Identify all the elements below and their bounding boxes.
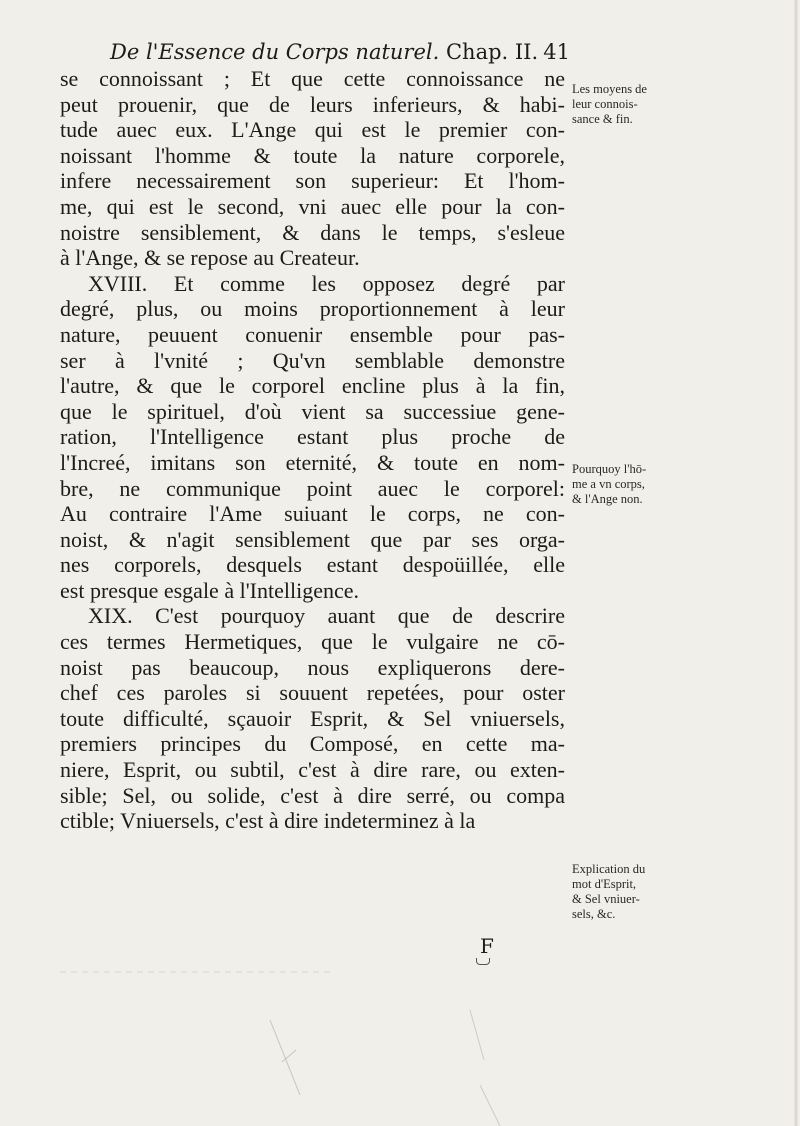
- margin-note-line: Les moyens de: [572, 82, 647, 96]
- text-line: chef ces paroles si souuent repetées, pour oster: [60, 680, 565, 706]
- text-line: peut prouenir, que de leurs inferieurs, & habi-: [60, 91, 565, 117]
- margin-note: [572, 862, 692, 922]
- text-line: nature, peuuent conuenir ensemble pour pas-: [60, 321, 565, 347]
- text-line: noist pas beaucoup, nous expliquerons dere-: [60, 654, 565, 680]
- text-line: se connoissant ; Et que cette connoissance ne: [60, 66, 565, 91]
- margin-note-line: leur connois-: [572, 97, 638, 111]
- text-line: ctible; Vniuersels, c'est à dire indeterminez à la: [60, 808, 476, 834]
- signature-mark: F: [480, 934, 494, 958]
- margin-note-line: Explication du: [572, 862, 646, 876]
- text-line: est presque esgale à l'Intelligence.: [60, 577, 359, 603]
- margin-note: [572, 462, 692, 507]
- text-line: à l'Ange, & se repose au Createur.: [60, 245, 360, 271]
- signature-flourish-icon: [476, 958, 490, 965]
- text-line: bre, ne communique point auec le corporel:: [60, 475, 565, 501]
- text-line: noist, & n'agit sensiblement que par ses orga-: [60, 526, 565, 552]
- margin-note-line: me a vn corps,: [572, 477, 645, 491]
- page-number: 41: [543, 40, 570, 64]
- text-line: ser à l'vnité ; Qu'vn semblable demonstre: [60, 347, 565, 373]
- section-heading-line: XIX. C'est pourquoy auant que de descrire: [88, 603, 565, 629]
- text-line: l'autre, & que le corporel encline plus à la fin,: [60, 373, 565, 399]
- text-line: degré, plus, ou moins proportionnement à leur: [60, 296, 565, 322]
- text-line: que le spirituel, d'où vient sa successiue gene-: [60, 398, 565, 424]
- text-line: sible; Sel, ou solide, c'est à dire serré, ou compa: [60, 782, 565, 808]
- text-line: nes corporels, desquels estant despoüillée, elle: [60, 552, 565, 578]
- text-line: niere, Esprit, ou subtil, c'est à dire rare, ou exten-: [60, 757, 565, 783]
- margin-note-line: sels, &c.: [572, 907, 616, 921]
- margin-note: [572, 82, 692, 127]
- section-heading-line: XVIII. Et comme les opposez degré par: [88, 270, 565, 296]
- margin-note-line: mot d'Esprit,: [572, 877, 637, 891]
- chapter-label: Chap. II.: [445, 40, 539, 64]
- text-line: noissant l'homme & toute la nature corporele,: [60, 142, 565, 168]
- text-line: tude auec eux. L'Ange qui est le premier con-: [60, 117, 565, 143]
- margin-note-line: & l'Ange non.: [572, 492, 643, 506]
- text-line: l'Increé, imitans son eternité, & toute en nom-: [60, 449, 565, 475]
- text-line: Au contraire l'Ame suiuant le corps, ne con-: [60, 501, 565, 527]
- margin-note-line: & Sel vniuer-: [572, 892, 640, 906]
- text-line: infere necessairement son superieur: Et l'hom-: [60, 168, 565, 194]
- page-header: [110, 40, 570, 64]
- text-line: toute difficulté, sçauoir Esprit, & Sel vniuersels,: [60, 705, 565, 731]
- margin-note-line: Pourquoy l'hō-: [572, 462, 647, 476]
- text-line: ces termes Hermetiques, que le vulgaire ne cō-: [60, 629, 565, 655]
- main-text-column: [60, 66, 565, 834]
- running-title: De l'Essence du Corps naturel.: [110, 40, 440, 64]
- text-line: premiers principes du Composé, en cette ma-: [60, 731, 565, 757]
- margin-note-line: sance & fin.: [572, 112, 633, 126]
- text-line: ration, l'Intelligence estant plus proche de: [60, 424, 565, 450]
- text-line: noistre sensiblement, & dans le temps, s'esleue: [60, 219, 565, 245]
- text-line: me, qui est le second, vni auec elle pour la con-: [60, 193, 565, 219]
